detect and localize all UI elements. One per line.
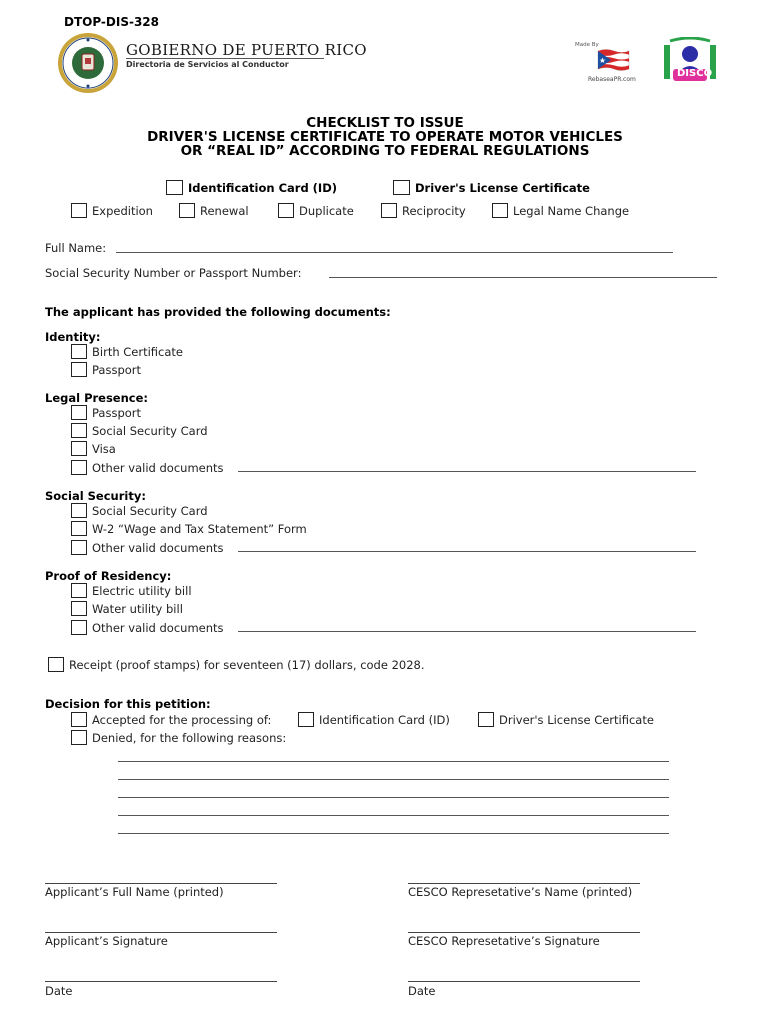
residency-other[interactable] — [71, 620, 224, 635]
government-seal — [57, 32, 119, 94]
legal-presence-other-field[interactable] — [238, 471, 696, 472]
applicant-signature-label: Applicant’s Signature — [45, 934, 168, 948]
full-name-field[interactable] — [116, 252, 673, 253]
legal-presence-heading: Legal Presence: — [45, 391, 149, 405]
full-name-label: Full Name: — [45, 241, 107, 255]
decision-license-certificate-label: Driver's License Certificate — [499, 712, 654, 727]
identity-birth-certificate[interactable] — [71, 344, 183, 359]
legal-presence-passport[interactable] — [71, 405, 141, 420]
decision-license-certificate[interactable] — [478, 712, 654, 727]
cesco-signature-line[interactable] — [408, 932, 640, 933]
applicant-date-line[interactable] — [45, 981, 277, 982]
checkbox[interactable] — [278, 203, 294, 218]
checkbox[interactable] — [381, 203, 397, 218]
denial-reason-line[interactable] — [118, 779, 669, 780]
transaction-duplicate[interactable] — [278, 203, 354, 218]
decision-denied-label: Denied, for the following reasons: — [92, 730, 287, 745]
residency-water-bill[interactable] — [71, 601, 183, 616]
social-security-card-label: Social Security Card — [92, 503, 208, 518]
residency-heading: Proof of Residency: — [45, 569, 172, 583]
checkbox[interactable] — [478, 712, 494, 727]
cesco-date-line[interactable] — [408, 981, 640, 982]
checkbox[interactable] — [71, 601, 87, 616]
applicant-date-label: Date — [45, 984, 73, 998]
denial-reason-line[interactable] — [118, 815, 669, 816]
checkbox[interactable] — [71, 712, 87, 727]
transaction-expedition[interactable] — [71, 203, 153, 218]
ssn-passport-field[interactable] — [329, 277, 717, 278]
legal-presence-passport-label: Passport — [92, 405, 142, 420]
social-security-w2[interactable] — [71, 521, 307, 536]
social-security-other-label: Other valid documents — [92, 540, 224, 555]
form-code: DTOP-DIS-328 — [64, 15, 160, 29]
receipt-label: Receipt (proof stamps) for seventeen (17) dollars, code 2028. — [69, 657, 425, 672]
transaction-reciprocity-label: Reciprocity — [402, 203, 466, 218]
disco-logo — [664, 37, 716, 83]
applicant-signature-line[interactable] — [45, 932, 277, 933]
residency-electric-bill-label: Electric utility bill — [92, 583, 192, 598]
puerto-rico-flag-icon — [596, 48, 630, 72]
checkbox[interactable] — [71, 441, 87, 456]
transaction-duplicate-label: Duplicate — [299, 203, 354, 218]
checkbox[interactable] — [71, 540, 87, 555]
residency-other-label: Other valid documents — [92, 620, 224, 635]
transaction-expedition-label: Expedition — [92, 203, 153, 218]
cesco-name-line[interactable] — [408, 883, 640, 884]
checkbox[interactable] — [48, 657, 64, 672]
cesco-name-label: CESCO Represetative’s Name (printed) — [408, 885, 633, 899]
identity-heading: Identity: — [45, 330, 101, 344]
social-security-other-field[interactable] — [238, 551, 696, 552]
receipt-checkbox-row[interactable] — [48, 657, 425, 672]
residency-electric-bill[interactable] — [71, 583, 192, 598]
title-line-1: CHECKLIST TO ISSUE — [306, 115, 464, 131]
agency-subtitle: Directoria de Servicios al Conductor — [126, 60, 289, 69]
transaction-renewal-label: Renewal — [200, 203, 249, 218]
decision-accepted-label: Accepted for the processing of: — [92, 712, 272, 727]
decision-heading: Decision for this petition: — [45, 697, 211, 711]
decision-denied[interactable] — [71, 730, 286, 745]
checkbox[interactable] — [179, 203, 195, 218]
agency-divider — [126, 58, 324, 59]
residency-water-bill-label: Water utility bill — [92, 601, 183, 616]
decision-id-card[interactable] — [298, 712, 450, 727]
title-line-3: OR “REAL ID” ACCORDING TO FEDERAL REGULATIONS — [180, 143, 590, 159]
transaction-reciprocity[interactable] — [381, 203, 466, 218]
checkbox[interactable] — [71, 362, 87, 377]
checkbox[interactable] — [71, 583, 87, 598]
doc-type-license-certificate-label: Driver's License Certificate — [415, 180, 590, 195]
identity-birth-certificate-label: Birth Certificate — [92, 344, 184, 359]
disco-logo-text: DISCO — [677, 68, 713, 79]
checkbox[interactable] — [71, 730, 87, 745]
decision-accepted[interactable] — [71, 712, 271, 727]
documents-intro: The applicant has provided the following documents: — [45, 305, 391, 319]
transaction-legal-name-change-label: Legal Name Change — [513, 203, 630, 218]
decision-id-card-label: Identification Card (ID) — [319, 712, 450, 727]
checkbox[interactable] — [71, 344, 87, 359]
social-security-w2-label: W-2 “Wage and Tax Statement” Form — [92, 521, 307, 536]
checkbox[interactable] — [71, 503, 87, 518]
legal-presence-visa[interactable] — [71, 441, 116, 456]
legal-presence-other[interactable] — [71, 460, 224, 475]
legal-presence-ss-card-label: Social Security Card — [92, 423, 208, 438]
made-by-site: RebaseaPR.com — [588, 76, 636, 83]
denial-reason-line[interactable] — [118, 833, 669, 834]
social-security-card[interactable] — [71, 503, 208, 518]
doc-type-id-card[interactable] — [166, 180, 337, 195]
doc-type-license-certificate[interactable] — [393, 180, 590, 195]
ssn-passport-label: Social Security Number or Passport Number: — [45, 266, 302, 280]
transaction-renewal[interactable] — [179, 203, 249, 218]
checkbox[interactable] — [71, 423, 87, 438]
checkbox[interactable] — [71, 620, 87, 635]
denial-reason-line[interactable] — [118, 761, 669, 762]
doc-type-id-card-label: Identification Card (ID) — [188, 180, 338, 195]
social-security-heading: Social Security: — [45, 489, 146, 503]
legal-presence-other-label: Other valid documents — [92, 460, 224, 475]
checkbox[interactable] — [492, 203, 508, 218]
cesco-signature-label: CESCO Represetative’s Signature — [408, 934, 600, 948]
checkbox[interactable] — [166, 180, 183, 195]
legal-presence-ss-card[interactable] — [71, 423, 208, 438]
checkbox[interactable] — [393, 180, 410, 195]
checkbox[interactable] — [71, 460, 87, 475]
applicant-name-line[interactable] — [45, 883, 277, 884]
residency-other-field[interactable] — [238, 631, 696, 632]
transaction-legal-name-change[interactable] — [492, 203, 629, 218]
checkbox[interactable] — [298, 712, 314, 727]
social-security-other[interactable] — [71, 540, 224, 555]
made-by-label: Made By — [575, 42, 599, 48]
cesco-date-label: Date — [408, 984, 436, 998]
checkbox[interactable] — [71, 203, 87, 218]
identity-passport[interactable] — [71, 362, 141, 377]
checkbox[interactable] — [71, 405, 87, 420]
title-line-2: DRIVER'S LICENSE CERTIFICATE TO OPERATE MOTOR VEHICLES — [147, 129, 623, 145]
agency-name: GOBIERNO DE PUERTO RICO — [126, 41, 367, 59]
applicant-name-label: Applicant’s Full Name (printed) — [45, 885, 224, 899]
legal-presence-visa-label: Visa — [92, 441, 116, 456]
checkbox[interactable] — [71, 521, 87, 536]
denial-reason-line[interactable] — [118, 797, 669, 798]
identity-passport-label: Passport — [92, 362, 142, 377]
